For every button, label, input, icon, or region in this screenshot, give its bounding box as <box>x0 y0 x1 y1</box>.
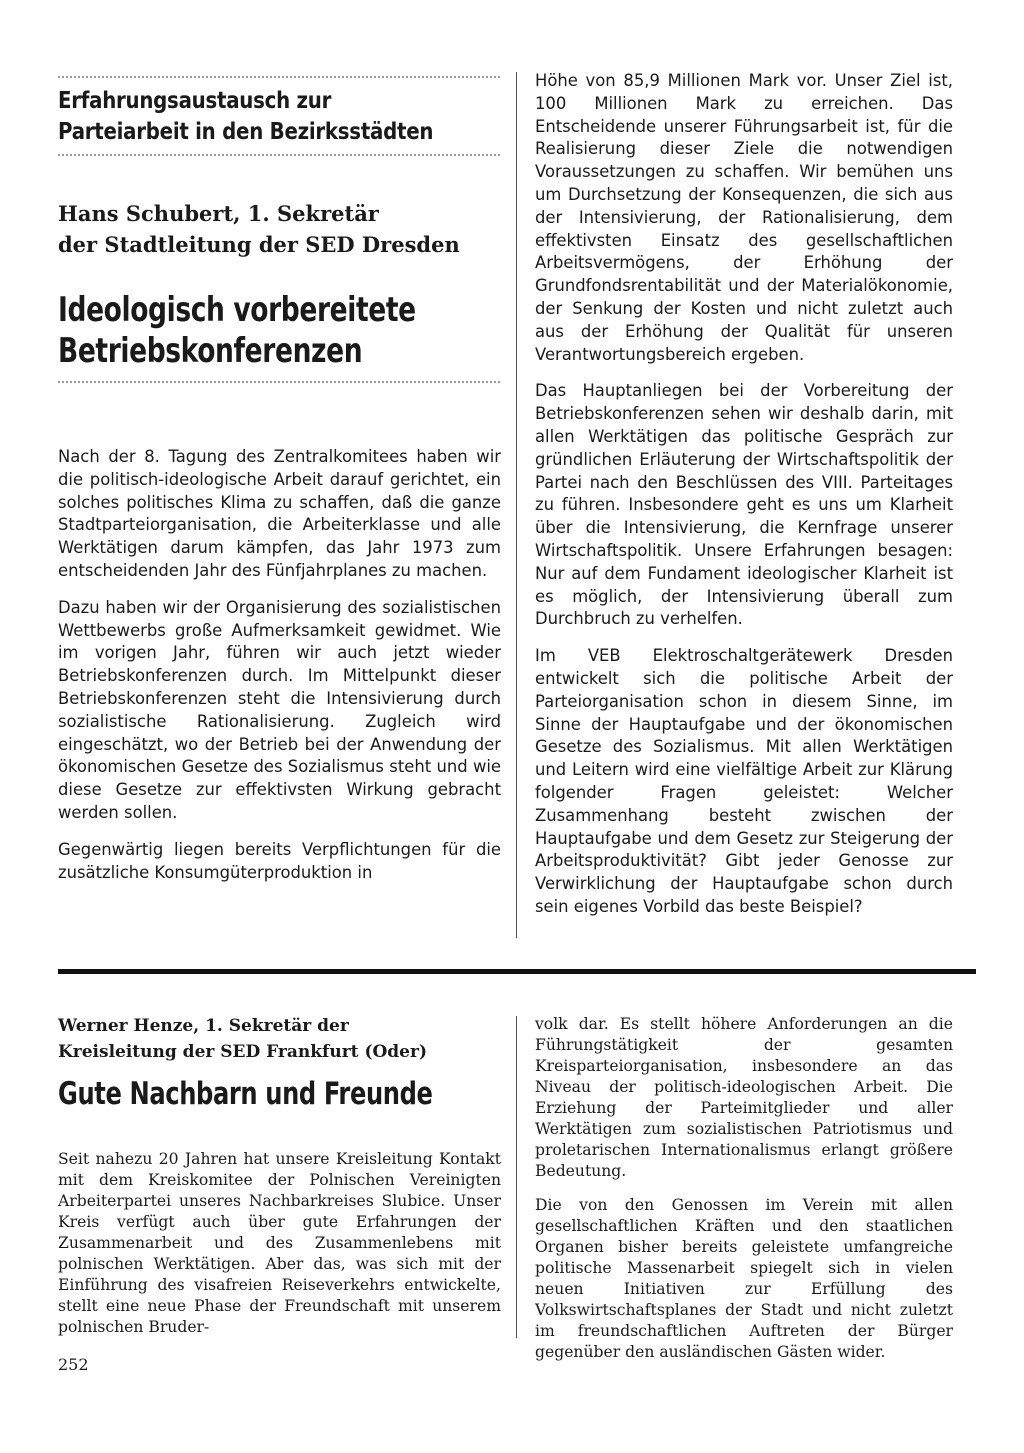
paragraph: Gegenwärtig liegen bereits Verpflichtungen für die zusätzliche Konsumgüterproduktion in <box>58 839 501 882</box>
byline-line-2: der Stadtleitung der SED Dresden <box>58 232 460 257</box>
paragraph: Die von den Genossen im Verein mit allen gesellschaftlichen Kräften und den staatlichen Organen bisher bereits geleistete umfangreiche politische Massenarbeit spiegelt sich in vielen neuen Initiativen zur Erfüllung des Volkswirtschaftsplanes der Stadt und nicht zuletzt im freundschaftlichen Auftreten der Bürger gegenüber den ausländischen Gästen wider. <box>535 1196 953 1361</box>
upper-right-column <box>535 70 953 933</box>
paragraph: Seit nahezu 20 Jahren hat unsere Kreisleitung Kontakt mit dem Kreiskomitee der Polnischen Vereinigten Arbeiterpartei unseres Nachbarkreises Slubice. Unser Kreis verfügt auch über gute Erfahrungen der Zusammenarbeit und des Zusammenlebens mit polnischen Werktätigen. Aber das, was sich mit der Einführung des visafreien Reiseverkehrs entwickelte, stellt eine neue Phase der Freundschaft mit unserem polnischen Bruder- <box>58 1150 501 1336</box>
title-rule <box>58 381 500 383</box>
title-line-1: Ideologisch vorbereitete <box>58 290 416 330</box>
byline-line-1: Werner Henze, 1. Sekretär der <box>58 1016 349 1036</box>
paragraph: Das Hauptanliegen bei der Vorbereitung der Betriebskonferenzen sehen wir deshalb darin, mit allen Werktätigen das politische Gespräch zur gründlichen Erläuterung der Wirtschaftspolitik der Partei nach den Beschlüssen des VIII. Parteitages zu führen. Insbesondere geht es uns um Klarheit über die Intensivierung, die Kernfrage unserer Wirtschaftspolitik. Unsere Erfahrungen besagen: Nur auf dem Fundament ideologischer Klarheit ist es möglich, der Intensivierung überall zum Durchbruch zu verhelfen. <box>535 381 953 629</box>
lower-right-column <box>535 1014 953 1376</box>
paragraph: Im VEB Elektroschaltgerätewerk Dresden entwickelt sich die politische Arbeit der Parteiorganisation schon in diesem Sinne, im Sinne der Hauptaufgabe und der ökonomischen Gesetze des Sozialismus. Mit allen Werktätigen und Leitern wird eine vielfältige Arbeit zur Klärung folgender Fragen geleistet: Welcher Zusammenhang besteht zwischen der Hauptaufgabe und dem Gesetz zur Steigerung der Arbeitsproduktivität? Gibt jeder Genosse zur Verwirklichung der Hauptaufgabe schon durch sein eigenes Vorbild das beste Beispiel? <box>535 646 953 916</box>
lower-left-column <box>58 1149 501 1351</box>
section-heading-rule <box>58 154 500 156</box>
byline-line-2: Kreisleitung der SED Frankfurt (Oder) <box>58 1042 427 1062</box>
lower-article-title: Gute Nachbarn und Freunde <box>58 1076 433 1112</box>
byline-line-1: Hans Schubert, 1. Sekretär <box>58 201 379 226</box>
upper-left-column <box>58 446 501 898</box>
article-title <box>58 290 416 372</box>
paragraph: Nach der 8. Tagung des Zentralkomitees haben wir die politisch-ideologische Arbeit darauf gerichtet, ein solches politisches Klima zu schaffen, daß die ganze Stadtparteiorganisation, die Arbeiterklasse und alle Werktätigen darum kämpfen, das Jahr 1973 zum entscheidenden Jahr des Fünfjahrplanes zu machen. <box>58 447 501 580</box>
upper-column-divider <box>516 72 517 938</box>
article-byline <box>58 198 460 260</box>
title-line-2: Betriebskonferenzen <box>58 331 363 371</box>
section-heading-line-2: Parteiarbeit in den Bezirksstädten <box>58 119 434 145</box>
top-dotted-rule <box>58 76 500 78</box>
section-heading-line-1: Erfahrungsaustausch zur <box>58 88 332 114</box>
lower-column-divider <box>516 1016 517 1338</box>
paragraph: Höhe von 85,9 Millionen Mark vor. Unser Ziel ist, 100 Millionen Mark zu erreichen. Das Entscheidende unserer Führungsarbeit ist, für die Realisierung dieser Ziele die notwendigen Voraussetzungen zu schaffen. Wir bemühen uns um Durchsetzung der Konsequenzen, die sich aus der Intensivierung, der Rationalisierung, dem effektivsten Einsatz des gesellschaftlichen Arbeitsvermögens, der Erhöhung der Grundfondsrentabilität und der Materialökonomie, der Senkung der Kosten und nicht zuletzt auch aus der Erhöhung der Qualität für unseren Verantwortungsbereich ergeben. <box>535 71 953 364</box>
article-separator <box>58 969 976 974</box>
lower-article-byline <box>58 1013 427 1065</box>
page-number: 252 <box>58 1355 89 1374</box>
paragraph: Dazu haben wir der Organisierung des sozialistischen Wettbewerbs große Aufmerksamkeit gewidmet. Wie im vorigen Jahr, führen wir auch jetzt wieder Betriebskonferenzen durch. Im Mittelpunkt dieser Betriebskonferenzen steht die Intensivierung durch sozialistische Rationalisierung. Zugleich wird eingeschätzt, wo der Betrieb bei der Anwendung der ökonomischen Gesetze des Sozialismus steht und wie diese Gesetze zur effektivsten Wirkung gebracht werden sollen. <box>58 597 501 822</box>
section-heading <box>58 86 433 148</box>
paragraph: volk dar. Es stellt höhere Anforderungen an die Führungstätigkeit der gesamten Kreisparteiorganisation, insbesondere an das Niveau der politisch-ideologischen Arbeit. Die Erziehung der Parteimitglieder und aller Werktätigen zum sozialistischen Patriotismus und proletarischen Internationalismus erlangt größere Bedeutung. <box>535 1015 953 1180</box>
